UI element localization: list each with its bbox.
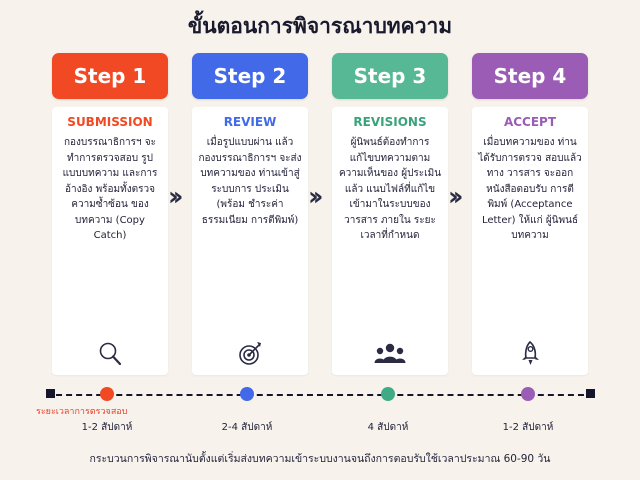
step-card-1 (52, 107, 168, 375)
duration-2: 2-4 สัปดาห์ (221, 422, 273, 433)
timeline-line (46, 394, 594, 396)
step-subtitle-1: SUBMISSION (67, 115, 153, 129)
timeline (0, 386, 640, 406)
target-icon (235, 333, 265, 369)
step-header-1: Step 1 (52, 53, 168, 99)
timeline-dot-3 (381, 387, 395, 401)
step-subtitle-2: REVIEW (223, 115, 277, 129)
step-card-2 (192, 107, 308, 375)
page-title: ขั้นตอนการพิจารณาบทความ (187, 14, 453, 38)
timeline-red-label: ระยะเวลาการตรวจสอบ (36, 407, 128, 417)
step-header-4: Step 4 (472, 53, 588, 99)
timeline-dot-4 (521, 387, 535, 401)
step-column-1 (48, 53, 172, 375)
step-subtitle-4: ACCEPT (503, 115, 557, 129)
people-icon (373, 333, 407, 369)
chevron-right-icon-1: ›› (168, 182, 178, 212)
step-card-3 (332, 107, 448, 375)
step-card-4 (472, 107, 588, 375)
timeline-dot-1 (100, 387, 114, 401)
timeline-end-cap (586, 389, 595, 398)
step-header-2: Step 2 (192, 53, 308, 99)
chevron-right-icon-3: ›› (448, 182, 458, 212)
timeline-start-cap (46, 389, 55, 398)
chevron-right-icon-2: ›› (308, 182, 318, 212)
steps-container (0, 53, 640, 375)
step-header-3: Step 3 (332, 53, 448, 99)
step-body-2: เมื่อรูปแบบผ่าน แล้ว กองบรรณาธิการฯ จะส่งบทความของ ท่านเข้าสู่ระบบการ ประเมิน (พร้อม ชำระค่าธรรมเนียม การตีพิมพ์) (198, 137, 302, 226)
step-column-3 (328, 53, 452, 375)
magnifier-icon (95, 333, 125, 369)
timeline-dot-2 (240, 387, 254, 401)
rocket-icon (515, 333, 545, 369)
duration-3: 4 สัปดาห์ (367, 422, 409, 433)
step-column-4 (468, 53, 592, 375)
step-column-2 (188, 53, 312, 375)
step-body-4: เมื่อบทความของ ท่านได้รับการตรวจ สอบแล้ว ทาง วารสาร จะออก หนังสือตอบรับ การตีพิมพ์ (Acceptance Letter) ให้แก่ ผู้นิพนธ์บทความ (478, 137, 582, 241)
step-body-1: กองบรรณาธิการฯ จะทำการตรวจสอบ รูปแบบบทความ และการอ้างอิง พร้อมทั้งตรวจ ความซ้ำซ้อน ของบทความ (Copy Catch) (62, 137, 158, 241)
footer-note: กระบวนการพิจารณานับตั้งแต่เริ่มส่งบทความเข้าระบบงานจนถึงการตอบรับใช้เวลาประมาณ 60-90 วัน (89, 453, 551, 465)
duration-4: 1-2 สัปดาห์ (502, 422, 554, 433)
duration-1: 1-2 สัปดาห์ (81, 422, 133, 433)
step-body-3: ผู้นิพนธ์ต้องทำการ แก้ไขบทความตาม ความเห็นของ ผู้ประเมิน แล้ว แนบไฟล์ที่แก้ไข เข้ามาในระบบของ วารสาร ภายใน ระยะเวลาที่กำหนด (338, 137, 442, 241)
step-subtitle-3: REVISIONS (353, 115, 427, 129)
